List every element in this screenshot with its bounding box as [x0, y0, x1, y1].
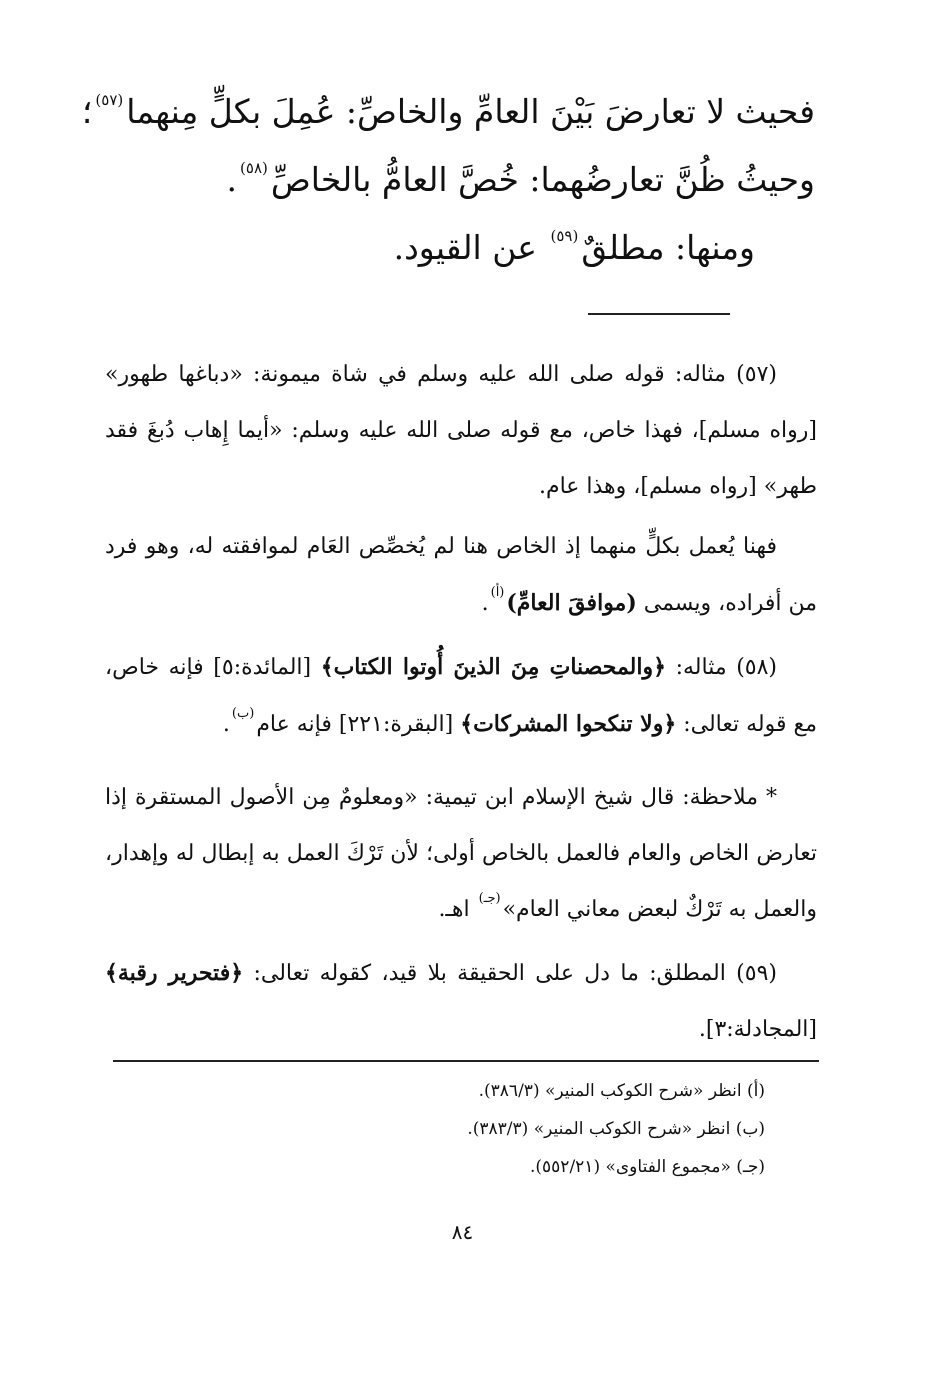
poem-line-1 [81, 91, 815, 138]
poem-line-2-text: وحيثُ ظُنَّ تعارضُهما: خُصَّ العامُّ بالخاصِّ [270, 160, 815, 199]
poem-line-2 [95, 160, 815, 206]
remark-text: * ملاحظة: قال شيخ الإسلام ابن تيمية: «ومعلومٌ مِن الأصول المستقرة إذا تعارض الخاص والعام فالعمل بالخاص أولى؛ لأن تَرْكَ العمل به إبطال له وإهدار، والعمل به تَرْكٌ لبعض معاني العام» [105, 785, 817, 922]
footnote-ref-a[interactable]: (أ) [490, 585, 505, 600]
note-58-start: (٥٨) مثاله: [675, 655, 778, 680]
note-59-end: [المجادلة:٣]. [698, 1017, 817, 1042]
poem-line-1-end: ؛ [81, 92, 93, 131]
note-ref-57[interactable]: (٥٧) [95, 91, 124, 109]
note-57-example [105, 347, 817, 515]
footnote-divider [113, 1060, 819, 1062]
verse-divider [588, 313, 730, 315]
page-number: ٨٤ [451, 1220, 474, 1244]
poem-line-3 [35, 228, 755, 274]
note-58-mid: [المائدة:٥] فإنه خاص، مع قوله تعالى: [105, 655, 817, 737]
note-57-text: (٥٧) مثاله: قوله صلى الله عليه وسلم في شاة ميمونة: «دباغها طهور» [رواه مسلم]، فهذا خاص، مع قوله صلى الله عليه وسلم: «أيما إِهاب دُبغَ فقد طهر» [رواه مسلم]، وهذا عام. [105, 362, 817, 499]
note-57-explain-text: فهنا يُعمل بكلٍّ منهما إذ الخاص هنا لم يُخصِّص العَام لموافقته له، وهو فرد من أفراده، ويسمى [105, 534, 817, 616]
footnote-c: (جـ) «مجموع الفتاوى» (٥٥٢/٢١). [530, 1157, 765, 1177]
note-59 [105, 945, 817, 1058]
note-59-verse: ﴿فتحرير رقبة﴾ [105, 960, 244, 986]
remark-paragraph [105, 770, 817, 941]
note-58-verse-1: ﴿والمحصناتِ مِنَ الذينَ أُوتوا الكتاب﴾ [320, 654, 667, 680]
note-ref-59[interactable]: (٥٩) [550, 227, 579, 245]
note-58-verse-2: ﴿ولا تنكحوا المشركات﴾ [460, 711, 677, 737]
note-58-end: . [222, 712, 230, 737]
footnote-b: (ب) انظر «شرح الكوكب المنير» (٣٨٣/٣). [467, 1119, 765, 1139]
poem-line-2-end: . [226, 160, 238, 199]
note-57-end: . [481, 591, 489, 616]
footnote-ref-c[interactable]: (جـ) [478, 891, 501, 906]
footnote-a: (أ) انظر «شرح الكوكب المنير» (٣٨٦/٣). [478, 1081, 765, 1101]
note-ref-58[interactable]: (٥٨) [240, 159, 268, 177]
footnotes-section [105, 1072, 765, 1186]
note-57-term: (موافقَ العامِّ) [506, 590, 637, 616]
poem-line-3-start: ومنها: مطلقٌ [581, 228, 755, 267]
note-58 [105, 639, 817, 756]
poem-line-3-end: عن القيود. [393, 228, 538, 267]
poem-line-1-text: فحيث لا تعارضَ بَيْنَ العامِّ والخاصِّ: عُمِلَ بكلٍّ مِنهما [126, 92, 815, 131]
footnote-ref-b[interactable]: (ب) [231, 706, 255, 721]
notes-section [105, 347, 817, 1058]
note-58-after: [البقرة:٢٢١] فإنه عام [256, 712, 454, 737]
note-59-start: (٥٩) المطلق: ما دل على الحقيقة بلا قيد، كقوله تعالى: [253, 961, 777, 986]
remark-end: اهـ. [438, 897, 470, 922]
note-57-explanation [105, 519, 817, 635]
